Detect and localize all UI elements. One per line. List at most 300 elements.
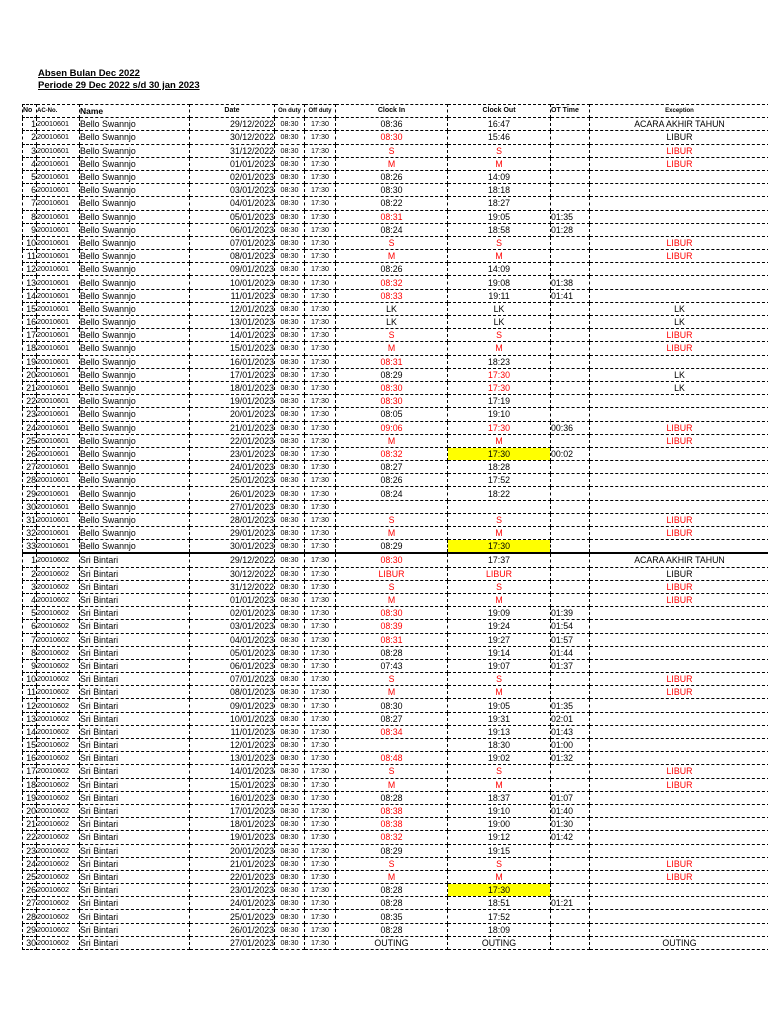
table-row (23, 818, 768, 831)
on-duty-cell: 08:30 (275, 421, 305, 434)
table-row (23, 791, 768, 804)
date-cell: 19/01/2023 (190, 831, 275, 844)
date-cell: 09/01/2023 (190, 699, 275, 712)
ot-time-cell: 00:02 (551, 447, 590, 460)
date-cell: 28/01/2023 (190, 513, 275, 526)
clock-in-cell: S (336, 513, 448, 526)
row-number: 17 (23, 329, 37, 342)
clock-in-cell: 08:30 (336, 131, 448, 144)
employee-name: Sri Bintari (80, 818, 190, 831)
clock-in-cell: 08:22 (336, 197, 448, 210)
date-cell: 21/01/2023 (190, 857, 275, 870)
exception-cell: LIBUR (590, 329, 768, 342)
date-cell: 01/01/2023 (190, 593, 275, 606)
date-cell: 23/01/2023 (190, 884, 275, 897)
clock-out-cell: 19:10 (448, 804, 551, 817)
exception-cell: OUTING (590, 936, 768, 949)
off-duty-cell: 17:30 (305, 844, 336, 857)
row-number: 20 (23, 368, 37, 381)
on-duty-cell: 08:30 (275, 395, 305, 408)
exception-cell (590, 699, 768, 712)
ot-time-cell (551, 118, 590, 131)
exception-cell (590, 633, 768, 646)
ot-time-cell: 01:54 (551, 620, 590, 633)
employee-name: Bello Swannjo (80, 236, 190, 249)
clock-in-cell: S (336, 580, 448, 593)
table-row (23, 646, 768, 659)
clock-out-cell: M (448, 434, 551, 447)
row-number: 14 (23, 725, 37, 738)
row-number: 32 (23, 527, 37, 540)
employee-name: Bello Swannjo (80, 316, 190, 329)
clock-in-cell: LIBUR (336, 567, 448, 580)
clock-out-cell: 19:02 (448, 752, 551, 765)
off-duty-cell: 17:30 (305, 739, 336, 752)
ot-time-cell: 00:36 (551, 421, 590, 434)
clock-in-cell: OUTING (336, 936, 448, 949)
clock-in-cell: 08:28 (336, 884, 448, 897)
employee-name: Sri Bintari (80, 633, 190, 646)
date-cell: 06/01/2023 (190, 659, 275, 672)
on-duty-cell: 08:30 (275, 144, 305, 157)
table-row (23, 184, 768, 197)
off-duty-cell: 17:30 (305, 831, 336, 844)
clock-in-cell (336, 500, 448, 513)
exception-cell: LIBUR (590, 236, 768, 249)
exception-cell: LK (590, 381, 768, 394)
exception-cell (590, 884, 768, 897)
employee-name: Sri Bintari (80, 870, 190, 883)
date-cell: 16/01/2023 (190, 355, 275, 368)
ac-number: 20010602 (37, 804, 80, 817)
on-duty-cell: 08:30 (275, 434, 305, 447)
employee-name: Bello Swannjo (80, 447, 190, 460)
table-row (23, 673, 768, 686)
on-duty-cell: 08:30 (275, 527, 305, 540)
date-cell: 10/01/2023 (190, 712, 275, 725)
exception-cell: LIBUR (590, 144, 768, 157)
exception-cell (590, 712, 768, 725)
exception-cell: LIBUR (590, 580, 768, 593)
ac-number: 20010601 (37, 368, 80, 381)
table-row (23, 593, 768, 606)
clock-out-cell: 17:30 (448, 421, 551, 434)
employee-name: Bello Swannjo (80, 184, 190, 197)
date-cell: 09/01/2023 (190, 263, 275, 276)
date-cell: 10/01/2023 (190, 276, 275, 289)
ot-time-cell (551, 329, 590, 342)
date-cell: 04/01/2023 (190, 633, 275, 646)
table-row (23, 236, 768, 249)
employee-name: Bello Swannjo (80, 131, 190, 144)
clock-in-cell: 08:26 (336, 263, 448, 276)
exception-cell (590, 659, 768, 672)
date-cell: 29/12/2022 (190, 118, 275, 131)
date-cell: 20/01/2023 (190, 408, 275, 421)
clock-in-cell: 08:24 (336, 487, 448, 500)
employee-name: Sri Bintari (80, 752, 190, 765)
clock-in-cell: 08:28 (336, 646, 448, 659)
clock-in-cell: M (336, 870, 448, 883)
report-period: Periode 29 Dec 2022 s/d 30 jan 2023 (38, 80, 200, 91)
off-duty-cell: 17:30 (305, 461, 336, 474)
on-duty-cell: 08:30 (275, 818, 305, 831)
ot-time-cell (551, 513, 590, 526)
off-duty-cell: 17:30 (305, 923, 336, 936)
table-row (23, 936, 768, 949)
clock-in-cell: S (336, 144, 448, 157)
row-number: 23 (23, 844, 37, 857)
clock-out-cell: 19:00 (448, 818, 551, 831)
employee-name: Bello Swannjo (80, 381, 190, 394)
ac-number: 20010602 (37, 897, 80, 910)
clock-in-cell: 08:36 (336, 118, 448, 131)
ac-number: 20010601 (37, 131, 80, 144)
table-row (23, 804, 768, 817)
exception-cell (590, 276, 768, 289)
on-duty-cell: 08:30 (275, 118, 305, 131)
employee-name: Bello Swannjo (80, 302, 190, 315)
ot-time-cell: 01:42 (551, 831, 590, 844)
clock-out-cell: 19:08 (448, 276, 551, 289)
row-number: 16 (23, 316, 37, 329)
off-duty-cell: 17:30 (305, 910, 336, 923)
date-cell: 07/01/2023 (190, 236, 275, 249)
on-duty-cell: 08:30 (275, 540, 305, 554)
on-duty-cell: 08:30 (275, 223, 305, 236)
ot-time-cell (551, 395, 590, 408)
row-number: 30 (23, 936, 37, 949)
off-duty-cell: 17:30 (305, 157, 336, 170)
clock-in-cell: 09:06 (336, 421, 448, 434)
row-number: 19 (23, 355, 37, 368)
table-row (23, 316, 768, 329)
ac-number: 20010601 (37, 184, 80, 197)
ac-number: 20010601 (37, 500, 80, 513)
exception-cell (590, 540, 768, 554)
exception-cell (590, 791, 768, 804)
employee-name: Bello Swannjo (80, 408, 190, 421)
date-cell: 03/01/2023 (190, 184, 275, 197)
clock-out-cell: 19:13 (448, 725, 551, 738)
employee-name: Sri Bintari (80, 739, 190, 752)
clock-out-cell: 19:05 (448, 699, 551, 712)
employee-name: Sri Bintari (80, 910, 190, 923)
row-number: 3 (23, 580, 37, 593)
clock-in-cell: 08:34 (336, 725, 448, 738)
table-row (23, 633, 768, 646)
employee-name: Bello Swannjo (80, 500, 190, 513)
off-duty-cell: 17:30 (305, 633, 336, 646)
table-row (23, 870, 768, 883)
ac-number: 20010602 (37, 870, 80, 883)
employee-name: Bello Swannjo (80, 421, 190, 434)
exception-cell: LIBUR (590, 765, 768, 778)
table-row (23, 368, 768, 381)
ot-time-cell (551, 527, 590, 540)
ot-time-cell (551, 553, 590, 567)
clock-out-cell: S (448, 857, 551, 870)
date-cell: 30/12/2022 (190, 131, 275, 144)
row-number: 11 (23, 250, 37, 263)
clock-out-cell (448, 500, 551, 513)
employee-name: Bello Swannjo (80, 368, 190, 381)
on-duty-cell: 08:30 (275, 553, 305, 567)
date-cell: 12/01/2023 (190, 739, 275, 752)
ac-number: 20010602 (37, 593, 80, 606)
ac-number: 20010601 (37, 447, 80, 460)
ac-number: 20010601 (37, 461, 80, 474)
clock-out-cell: 18:58 (448, 223, 551, 236)
table-row (23, 884, 768, 897)
off-duty-cell: 17:30 (305, 580, 336, 593)
ot-time-cell: 01:43 (551, 725, 590, 738)
clock-out-cell: S (448, 144, 551, 157)
employee-name: Sri Bintari (80, 659, 190, 672)
exception-cell: LIBUR (590, 673, 768, 686)
row-number: 14 (23, 289, 37, 302)
off-duty-cell: 17:30 (305, 118, 336, 131)
employee-name: Sri Bintari (80, 646, 190, 659)
table-header-row (23, 105, 768, 118)
row-number: 18 (23, 778, 37, 791)
date-cell: 18/01/2023 (190, 381, 275, 394)
employee-name: Bello Swannjo (80, 118, 190, 131)
ot-time-cell (551, 263, 590, 276)
exception-cell (590, 355, 768, 368)
off-duty-cell: 17:30 (305, 131, 336, 144)
off-duty-cell: 17:30 (305, 567, 336, 580)
row-number: 12 (23, 263, 37, 276)
ac-number: 20010601 (37, 263, 80, 276)
ot-time-cell (551, 342, 590, 355)
clock-in-cell: 08:30 (336, 381, 448, 394)
ot-time-cell: 01:57 (551, 633, 590, 646)
clock-in-cell: 08:32 (336, 831, 448, 844)
off-duty-cell: 17:30 (305, 368, 336, 381)
exception-cell (590, 646, 768, 659)
date-cell: 05/01/2023 (190, 210, 275, 223)
ot-time-cell: 01:32 (551, 752, 590, 765)
ac-number: 20010601 (37, 421, 80, 434)
table-row (23, 752, 768, 765)
clock-in-cell: 08:32 (336, 447, 448, 460)
employee-name: Bello Swannjo (80, 276, 190, 289)
ot-time-cell: 01:39 (551, 607, 590, 620)
clock-out-cell: 19:27 (448, 633, 551, 646)
row-number: 21 (23, 381, 37, 394)
employee-name: Sri Bintari (80, 884, 190, 897)
table-row (23, 712, 768, 725)
date-cell: 05/01/2023 (190, 646, 275, 659)
table-row (23, 461, 768, 474)
exception-cell: LIBUR (590, 527, 768, 540)
ot-time-cell: 01:07 (551, 791, 590, 804)
col-onduty-header: On duty (275, 105, 305, 118)
row-number: 25 (23, 870, 37, 883)
clock-out-cell: 18:28 (448, 461, 551, 474)
table-row (23, 580, 768, 593)
off-duty-cell: 17:30 (305, 540, 336, 554)
on-duty-cell: 08:30 (275, 791, 305, 804)
date-cell: 12/01/2023 (190, 302, 275, 315)
exception-cell (590, 500, 768, 513)
exception-cell (590, 725, 768, 738)
clock-out-cell: M (448, 342, 551, 355)
clock-in-cell: S (336, 857, 448, 870)
ac-number: 20010601 (37, 118, 80, 131)
table-row (23, 857, 768, 870)
exception-cell: LK (590, 368, 768, 381)
date-cell: 06/01/2023 (190, 223, 275, 236)
table-row (23, 778, 768, 791)
col-clockin-header: Clock In (336, 105, 448, 118)
clock-out-cell: 17:37 (448, 553, 551, 567)
table-row (23, 329, 768, 342)
ot-time-cell (551, 686, 590, 699)
clock-in-cell: 08:24 (336, 223, 448, 236)
date-cell: 25/01/2023 (190, 910, 275, 923)
clock-in-cell: 08:30 (336, 607, 448, 620)
row-number: 20 (23, 804, 37, 817)
ac-number: 20010602 (37, 831, 80, 844)
on-duty-cell: 08:30 (275, 633, 305, 646)
clock-in-cell: 08:30 (336, 699, 448, 712)
off-duty-cell: 17:30 (305, 778, 336, 791)
table-row (23, 447, 768, 460)
ac-number: 20010601 (37, 223, 80, 236)
table-row (23, 567, 768, 580)
date-cell: 23/01/2023 (190, 447, 275, 460)
exception-cell (590, 752, 768, 765)
ac-number: 20010601 (37, 170, 80, 183)
ac-number: 20010602 (37, 712, 80, 725)
clock-in-cell: 08:28 (336, 791, 448, 804)
clock-in-cell: 08:28 (336, 897, 448, 910)
off-duty-cell: 17:30 (305, 620, 336, 633)
ac-number: 20010601 (37, 434, 80, 447)
table-row (23, 197, 768, 210)
on-duty-cell: 08:30 (275, 673, 305, 686)
table-row (23, 342, 768, 355)
ot-time-cell (551, 923, 590, 936)
exception-cell (590, 461, 768, 474)
clock-out-cell: 19:10 (448, 408, 551, 421)
date-cell: 22/01/2023 (190, 434, 275, 447)
date-cell: 11/01/2023 (190, 289, 275, 302)
employee-name: Bello Swannjo (80, 395, 190, 408)
ac-number: 20010602 (37, 620, 80, 633)
exception-cell: LIBUR (590, 342, 768, 355)
ac-number: 20010601 (37, 197, 80, 210)
table-row (23, 553, 768, 567)
clock-out-cell: 19:24 (448, 620, 551, 633)
employee-name: Sri Bintari (80, 897, 190, 910)
on-duty-cell: 08:30 (275, 725, 305, 738)
exception-cell: LIBUR (590, 513, 768, 526)
table-row (23, 474, 768, 487)
date-cell: 26/01/2023 (190, 487, 275, 500)
row-number: 22 (23, 395, 37, 408)
clock-out-cell: 17:30 (448, 447, 551, 460)
date-cell: 16/01/2023 (190, 791, 275, 804)
row-number: 23 (23, 408, 37, 421)
exception-cell (590, 447, 768, 460)
employee-name: Bello Swannjo (80, 461, 190, 474)
clock-in-cell: M (336, 686, 448, 699)
exception-cell (590, 804, 768, 817)
off-duty-cell: 17:30 (305, 223, 336, 236)
exception-cell (590, 263, 768, 276)
ot-time-cell (551, 580, 590, 593)
clock-out-cell: S (448, 673, 551, 686)
clock-in-cell: 08:28 (336, 923, 448, 936)
employee-name: Bello Swannjo (80, 223, 190, 236)
clock-out-cell: 19:14 (448, 646, 551, 659)
employee-name: Sri Bintari (80, 699, 190, 712)
clock-in-cell: 08:30 (336, 395, 448, 408)
clock-out-cell: 15:46 (448, 131, 551, 144)
on-duty-cell: 08:30 (275, 368, 305, 381)
table-row (23, 408, 768, 421)
off-duty-cell: 17:30 (305, 936, 336, 949)
ac-number: 20010601 (37, 395, 80, 408)
ot-time-cell: 01:28 (551, 223, 590, 236)
on-duty-cell: 08:30 (275, 686, 305, 699)
row-number: 1 (23, 553, 37, 567)
exception-cell (590, 223, 768, 236)
table-row (23, 910, 768, 923)
row-number: 9 (23, 659, 37, 672)
table-row (23, 250, 768, 263)
date-cell: 03/01/2023 (190, 620, 275, 633)
exception-cell: ACARA AKHIR TAHUN (590, 553, 768, 567)
table-row (23, 527, 768, 540)
date-cell: 17/01/2023 (190, 804, 275, 817)
table-row (23, 170, 768, 183)
date-cell: 13/01/2023 (190, 752, 275, 765)
ot-time-cell: 01:35 (551, 210, 590, 223)
clock-in-cell: LK (336, 316, 448, 329)
on-duty-cell: 08:30 (275, 870, 305, 883)
date-cell: 14/01/2023 (190, 765, 275, 778)
table-row (23, 725, 768, 738)
ot-time-cell: 01:40 (551, 804, 590, 817)
ot-time-cell (551, 131, 590, 144)
clock-out-cell: M (448, 593, 551, 606)
clock-out-cell: 19:12 (448, 831, 551, 844)
clock-in-cell: LK (336, 302, 448, 315)
clock-out-cell: 17:30 (448, 368, 551, 381)
ac-number: 20010601 (37, 210, 80, 223)
ac-number: 20010602 (37, 646, 80, 659)
on-duty-cell: 08:30 (275, 752, 305, 765)
row-number: 33 (23, 540, 37, 554)
clock-in-cell (336, 739, 448, 752)
ot-time-cell (551, 870, 590, 883)
on-duty-cell: 08:30 (275, 580, 305, 593)
clock-in-cell: M (336, 250, 448, 263)
off-duty-cell: 17:30 (305, 381, 336, 394)
ot-time-cell (551, 355, 590, 368)
row-number: 15 (23, 739, 37, 752)
employee-name: Sri Bintari (80, 765, 190, 778)
table-row (23, 157, 768, 170)
clock-out-cell: 16:47 (448, 118, 551, 131)
clock-in-cell: S (336, 236, 448, 249)
clock-in-cell: 08:38 (336, 804, 448, 817)
clock-out-cell: S (448, 513, 551, 526)
